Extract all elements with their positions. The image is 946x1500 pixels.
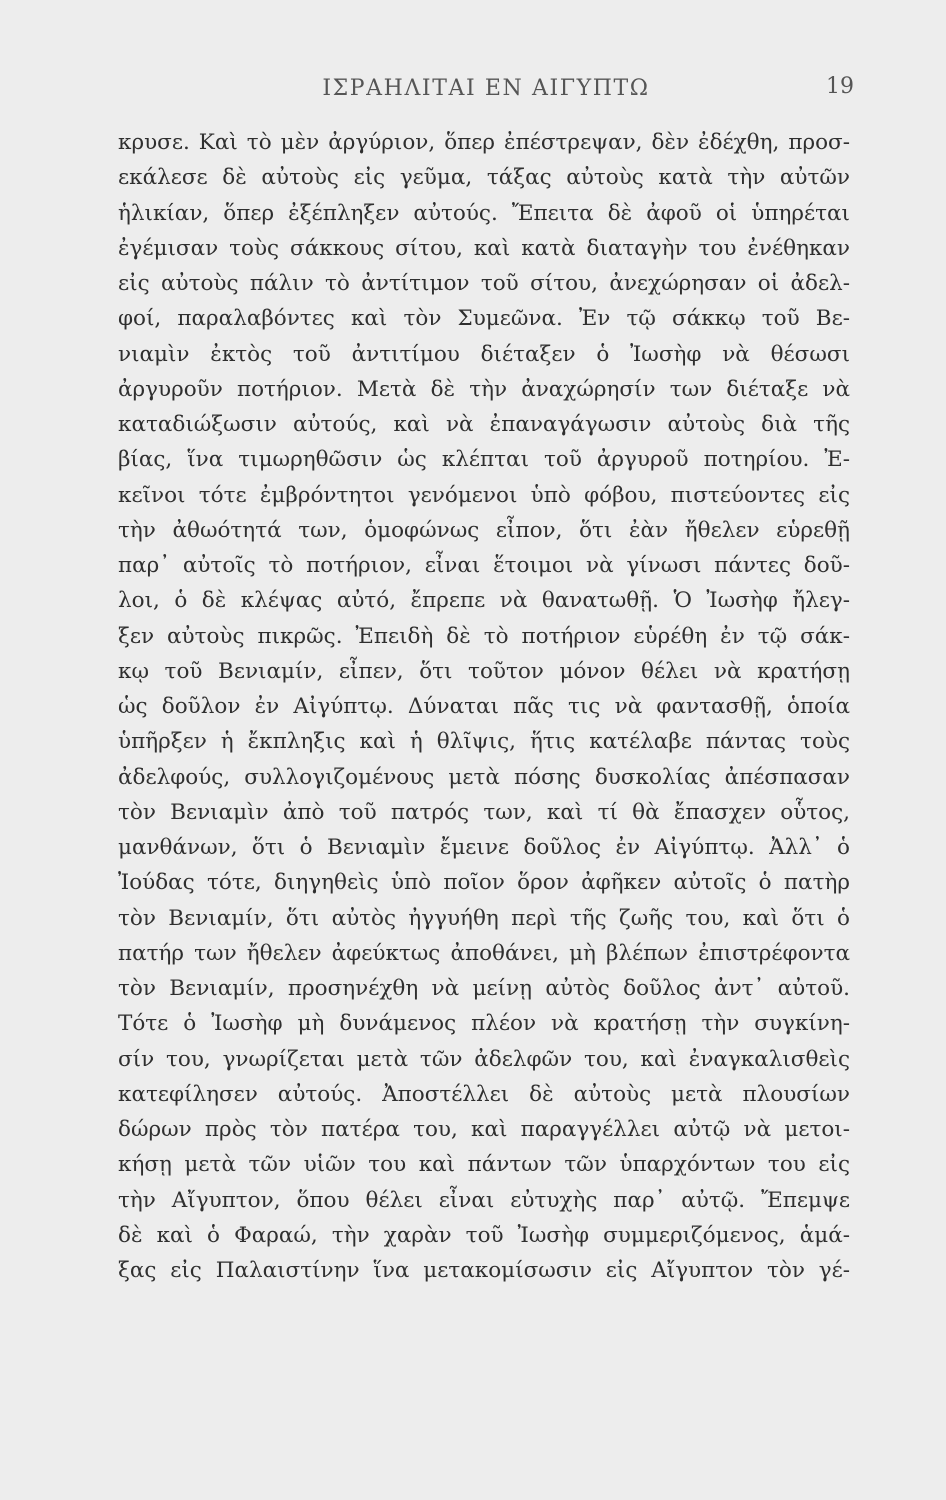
text-line: τὸν Βενιαμίν, ὅτι αὐτὸς ἠγγυήθη περὶ τῆς ζωῆς του, καὶ ὅτι ὁ	[118, 905, 850, 931]
text-line: Τότε ὁ Ἰωσὴφ μὴ δυνάμενος πλέον νὰ κρατήσῃ τὴν συγκίνη-	[118, 1011, 850, 1037]
text-line: ξεν αὐτοὺς πικρῶς. Ἐπειδὴ δὲ τὸ ποτήριον εὑρέθη ἐν τῷ σάκ-	[118, 623, 850, 649]
text-line: πατήρ των ἤθελεν ἀφεύκτως ἀποθάνει, μὴ βλέπων ἐπιστρέφοντα	[118, 940, 850, 966]
text-line: τὸν Βενιαμὶν ἀπὸ τοῦ πατρός των, καὶ τί θὰ ἔπασχεν οὗτος,	[118, 799, 850, 825]
text-line: κήσῃ μετὰ τῶν υἱῶν του καὶ πάντων τῶν ὑπαρχόντων του εἰς	[118, 1152, 850, 1178]
text-line: Ἰούδας τότε, διηγηθεὶς ὑπὸ ποῖον ὅρον ἀφῆκεν αὐτοῖς ὁ πατὴρ	[118, 870, 850, 896]
text-line: ἡλικίαν, ὅπερ ἐξέπληξεν αὐτούς. Ἔπειτα δὲ ἀφοῦ οἱ ὑπηρέται	[118, 200, 850, 226]
text-line: ἀδελφούς, συλλογιζομένους μετὰ πόσης δυσκολίας ἀπέσπασαν	[118, 764, 850, 790]
text-line: σίν του, γνωρίζεται μετὰ τῶν ἀδελφῶν του, καὶ ἐναγκαλισθεὶς	[118, 1046, 850, 1072]
text-line: παρ᾽ αὐτοῖς τὸ ποτήριον, εἶναι ἕτοιμοι νὰ γίνωσι πάντες δοῦ-	[118, 553, 850, 578]
text-line: ξας εἰς Παλαιστίνην ἵνα μετακομίσωσιν εἰς Αἴγυπτον τὸν γέ-	[118, 1258, 850, 1283]
text-line: δώρων πρὸς τὸν πατέρα του, καὶ παραγγέλλει αὐτῷ νὰ μετοι-	[118, 1117, 850, 1142]
running-head	[118, 70, 854, 110]
text-line: φοί, παραλαβόντες καὶ τὸν Συμεῶνα. Ἐν τῷ σάκκῳ τοῦ Βε-	[118, 306, 850, 332]
text-line: βίας, ἵνα τιμωρηθῶσιν ὡς κλέπται τοῦ ἀργυροῦ ποτηρίου. Ἐ-	[118, 447, 850, 473]
text-line: κῳ τοῦ Βενιαμίν, εἶπεν, ὅτι τοῦτον μόνον θέλει νὰ κρατήσῃ	[118, 658, 850, 684]
text-line: κατεφίλησεν αὐτούς. Ἀποστέλλει δὲ αὐτοὺς μετὰ πλουσίων	[118, 1081, 850, 1107]
text-line: νιαμὶν ἐκτὸς τοῦ ἀντιτίμου διέταξεν ὁ Ἰωσὴφ νὰ θέσωσι	[118, 341, 850, 367]
text-line: εἰς αὐτοὺς πάλιν τὸ ἀντίτιμον τοῦ σίτου, ἀνεχώρησαν οἱ ἀδελ-	[118, 271, 850, 296]
text-line: τὴν ἀθωότητά των, ὁμοφώνως εἶπον, ὅτι ἐὰν ἤθελεν εὑρεθῇ	[118, 517, 850, 543]
text-line: κεῖνοι τότε ἐμβρόντητοι γενόμενοι ὑπὸ φόβου, πιστεύοντες εἰς	[118, 482, 850, 508]
body-text	[118, 125, 850, 1288]
text-line: τὸν Βενιαμίν, προσηνέχθη νὰ μείνῃ αὐτὸς δοῦλος ἀντ᾽ αὐτοῦ.	[118, 976, 850, 1001]
text-line: ὡς δοῦλον ἐν Αἰγύπτῳ. Δύναται πᾶς τις νὰ φαντασθῇ, ὁποία	[118, 694, 850, 719]
text-line: λοι, ὁ δὲ κλέψας αὐτό, ἔπρεπε νὰ θανατωθῇ. Ὁ Ἰωσὴφ ἤλεγ-	[118, 588, 850, 614]
text-line: ὑπῆρξεν ἡ ἔκπληξις καὶ ἡ θλῖψις, ἥτις κατέλαβε πάντας τοὺς	[118, 729, 850, 755]
text-line: κρυσε. Καὶ τὸ μὲν ἀργύριον, ὅπερ ἐπέστρεψαν, δὲν ἐδέχθη, προσ-	[118, 130, 850, 155]
text-line: καταδιώξωσιν αὐτούς, καὶ νὰ ἐπαναγάγωσιν αὐτοὺς διὰ τῆς	[118, 412, 850, 437]
text-line: μανθάνων, ὅτι ὁ Βενιαμὶν ἔμεινε δοῦλος ἐν Αἰγύπτῳ. Ἀλλ᾽ ὁ	[118, 835, 850, 860]
text-line: εκάλεσε δὲ αὐτοὺς εἰς γεῦμα, τάξας αὐτοὺς κατὰ τὴν αὐτῶν	[118, 165, 850, 191]
text-line: τὴν Αἴγυπτον, ὅπου θέλει εἶναι εὐτυχὴς παρ᾽ αὐτῷ. Ἔπεμψε	[118, 1187, 850, 1213]
page-number: 19	[826, 74, 854, 99]
text-line: ἐγέμισαν τοὺς σάκκους σίτου, καὶ κατὰ διαταγὴν του ἐνέθηκαν	[118, 235, 850, 261]
running-title: ΙΣΡΑΗΛΙΤΑΙ ΕΝ ΑΙΓΥΠΤΩ	[322, 76, 650, 101]
text-line: ἀργυροῦν ποτήριον. Μετὰ δὲ τὴν ἀναχώρησίν των διέταξε νὰ	[118, 376, 850, 402]
text-line: δὲ καὶ ὁ Φαραώ, τὴν χαρὰν τοῦ Ἰωσὴφ συμμεριζόμενος, ἁμά-	[118, 1222, 850, 1248]
